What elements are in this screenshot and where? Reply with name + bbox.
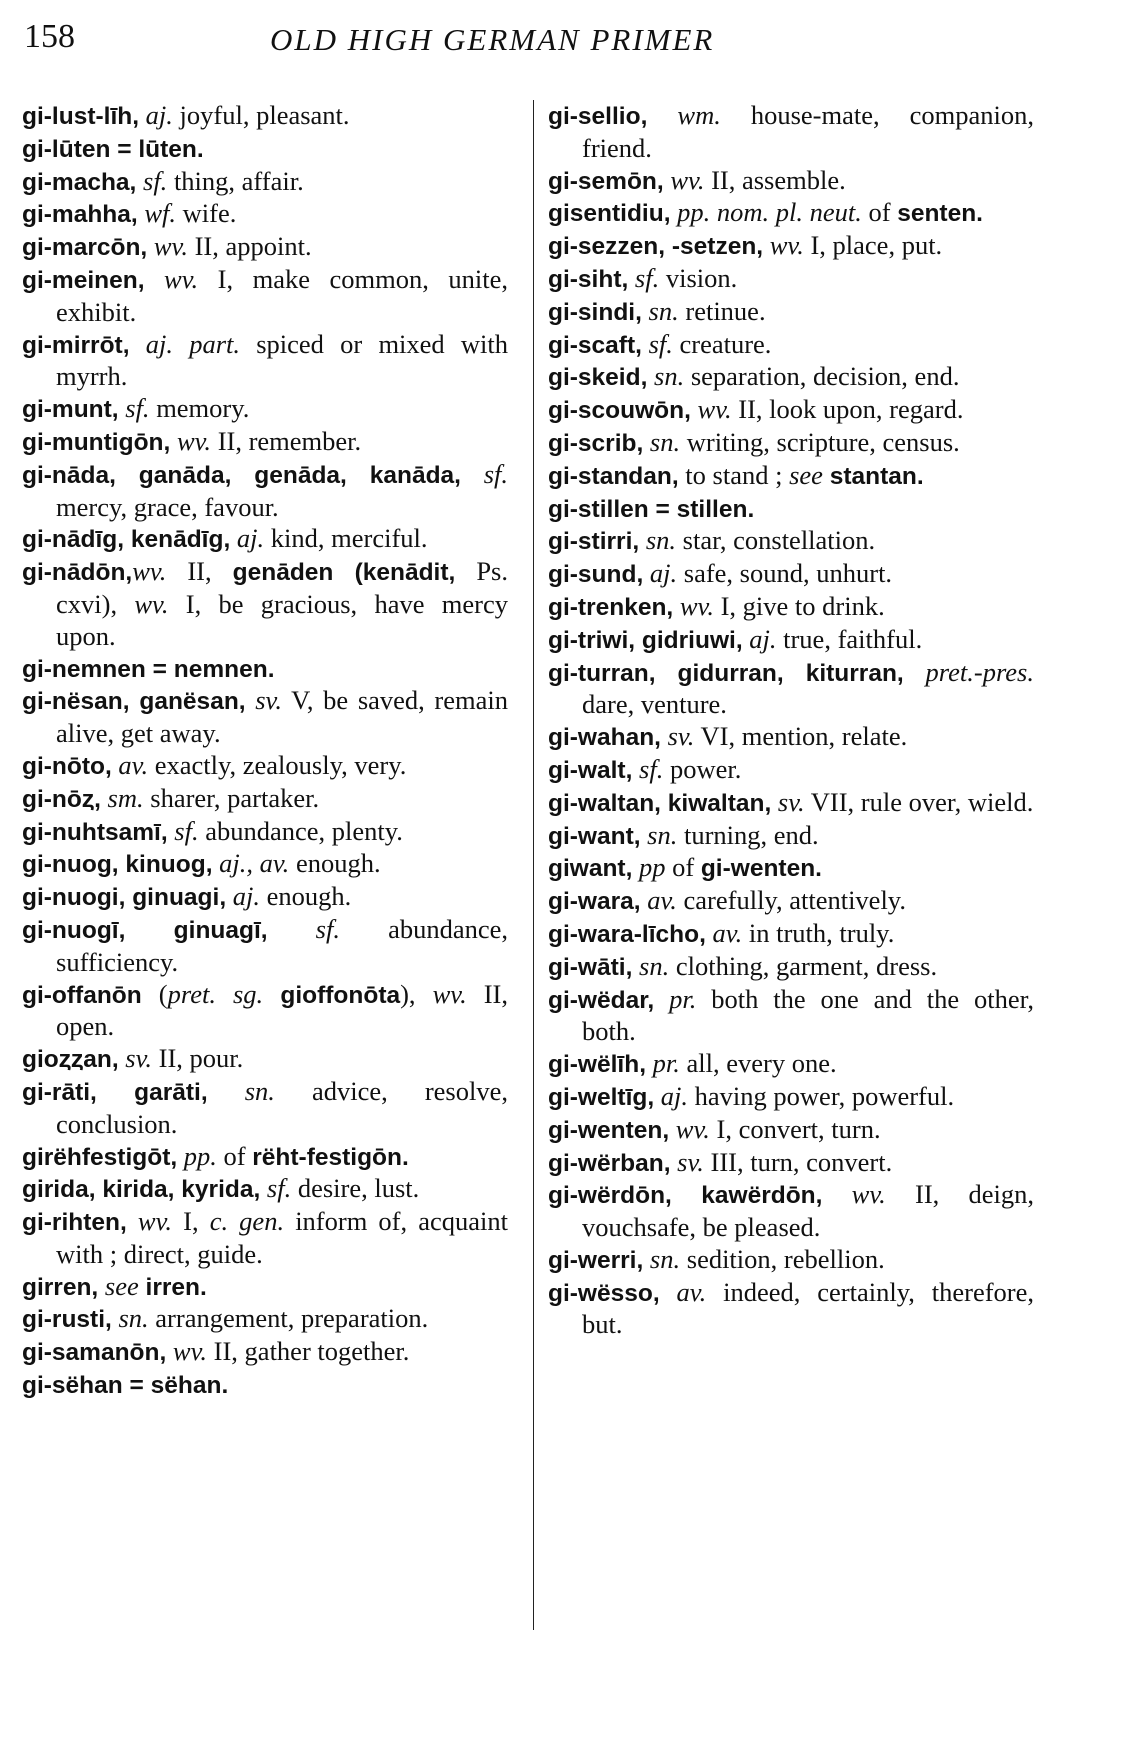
glossary-entry — [22, 1271, 508, 1304]
glossary-entry — [22, 653, 508, 686]
grammar-label: sv. — [245, 685, 282, 716]
headword: gi-mahha, — [22, 201, 138, 229]
glossary-entry — [548, 1244, 1034, 1277]
definition-text: II, open. — [56, 978, 509, 1042]
definition-text: ), — [400, 978, 433, 1009]
headword: gi-stirri, — [548, 528, 640, 556]
glossary-entry — [548, 100, 1034, 165]
grammar-label: sf. — [260, 1173, 292, 1204]
definition-text: true, faithful. — [776, 623, 923, 654]
definition-text: I, give to drink. — [713, 590, 885, 621]
grammar-label: sn. — [632, 950, 670, 981]
glossary-entry — [22, 1303, 508, 1336]
glossary-entry — [548, 361, 1034, 394]
glossary-entry — [22, 848, 508, 881]
headword: girida, kirida, kyrida, — [22, 1176, 261, 1204]
definition-text: II, deign, vouchsafe, be pleased. — [582, 1179, 1034, 1243]
grammar-label: wv. — [673, 590, 714, 621]
grammar-label: sv. — [118, 1043, 152, 1074]
definition-text: sharer, partaker. — [143, 782, 320, 813]
headword: gi-triwi, gidriuwi, — [548, 626, 743, 654]
headword: gi-nemnen = nemnen. — [22, 655, 275, 683]
grammar-label: sf. — [167, 815, 199, 846]
headword: gi-macha, — [22, 168, 137, 196]
definition-text: II, gather together. — [207, 1336, 410, 1367]
headword: gi-waltan, kiwaltan, — [548, 789, 772, 817]
glossary-entry — [548, 918, 1034, 951]
definition-text: to stand ; — [678, 459, 790, 490]
glossary-entry — [22, 393, 508, 426]
grammar-label: aj. — [139, 100, 173, 130]
definition-text: dare, venture. — [582, 689, 727, 720]
glossary-entry — [22, 783, 508, 816]
glossary-entry — [548, 820, 1034, 853]
running-title: OLD HIGH GERMAN PRIMER — [270, 22, 715, 57]
headword: gi-sund, — [548, 561, 644, 589]
definition-text: sedition, rebellion. — [680, 1243, 885, 1274]
grammar-label: see — [98, 1270, 139, 1301]
glossary-entry — [548, 624, 1034, 657]
headword: gi-marcōn, — [22, 234, 148, 262]
grammar-label: wv. — [763, 230, 804, 261]
glossary-entry — [548, 951, 1034, 984]
headword: gi-samanōn, — [22, 1339, 167, 1367]
definition-text: of — [665, 852, 701, 883]
headword: senten. — [897, 200, 983, 228]
grammar-label: sv. — [771, 786, 805, 817]
glossary-entry — [22, 329, 508, 394]
definition-text: I, make common, unite, exhibit. — [56, 263, 508, 327]
glossary-entry — [548, 885, 1034, 918]
definition-text: Ps. cxvi), — [56, 556, 508, 619]
grammar-label: sn. — [111, 1303, 149, 1334]
grammar-label: wv. — [144, 263, 199, 294]
headword: gi-munt, — [22, 396, 119, 424]
definition-text: VI, mention, relate. — [694, 721, 908, 752]
definition-text: creature. — [672, 328, 772, 359]
grammar-label: sf. — [632, 753, 664, 784]
definition-text: enough. — [289, 848, 381, 879]
glossary-entry — [548, 1277, 1034, 1342]
grammar-label: aj. — [643, 558, 678, 589]
grammar-label: sn. — [639, 525, 677, 556]
definition-text: II, look upon, regard. — [731, 394, 964, 425]
definition-text: abundance, plenty. — [198, 815, 403, 846]
headword: rëht-festigōn. — [252, 1143, 409, 1171]
headword: gi-lust-līh, — [22, 103, 140, 130]
headword: gi-wara-līcho, — [548, 920, 706, 948]
glossary-entry — [22, 426, 508, 459]
headword: gi-rāti, garāti, — [22, 1078, 208, 1106]
headword: gi-scaft, — [548, 331, 642, 359]
headword: gi-weltīg, — [548, 1083, 655, 1111]
glossary-entry — [548, 1147, 1034, 1180]
definition-text: separation, decision, end. — [684, 361, 960, 392]
glossary-entry — [548, 165, 1034, 198]
grammar-label: sn. — [647, 361, 685, 392]
grammar-label: c. gen. — [209, 1206, 285, 1237]
glossary-entry — [22, 979, 508, 1044]
headword: gi-wāti, — [548, 953, 633, 981]
glossary-entry — [22, 1173, 508, 1206]
glossary-entry — [548, 263, 1034, 296]
definition-text: power. — [663, 753, 742, 784]
grammar-label: sn. — [643, 1243, 681, 1274]
definition-text: exactly, zealously, very. — [148, 749, 407, 780]
grammar-label: wv. — [669, 1113, 710, 1144]
grammar-label: sv. — [660, 721, 695, 752]
definition-text: of — [216, 1140, 253, 1171]
definition-text: II, pour. — [152, 1043, 244, 1074]
headword: gi-skeid, — [548, 364, 648, 392]
grammar-label: wv. — [690, 394, 732, 425]
headword: gi-scouwōn, — [548, 397, 691, 425]
column-divider — [533, 100, 534, 1630]
headword: gi-want, — [548, 822, 641, 850]
glossary-entry — [548, 852, 1034, 885]
definition-text: indeed, certainly, therefore, but. — [582, 1276, 1034, 1340]
headword: gi-sindi, — [548, 298, 642, 326]
definition-text: II, — [166, 556, 233, 587]
grammar-label: see — [789, 459, 823, 490]
headword: gi-wenten. — [700, 855, 822, 883]
definition-text: clothing, garment, dress. — [669, 950, 938, 981]
glossary-entry — [548, 754, 1034, 787]
glossary-entry — [22, 750, 508, 783]
definition-text: star, constellation. — [676, 525, 876, 556]
headword: gi-meinen, — [22, 266, 145, 294]
headword: gi-scrib, — [548, 429, 644, 457]
glossary-entry — [22, 1206, 508, 1271]
headword: gi-sellio, — [548, 103, 648, 130]
grammar-label: wf. — [137, 198, 177, 229]
definition-text: thing, affair. — [167, 165, 304, 196]
glossary-entry — [22, 556, 508, 652]
headword: gi-wërban, — [548, 1149, 671, 1177]
grammar-label: sf. — [460, 458, 508, 489]
grammar-label: aj. — [226, 881, 260, 912]
grammar-label: wv. — [134, 588, 169, 619]
glossary-entry — [548, 427, 1034, 460]
definition-text: house-mate, companion, friend. — [582, 100, 1034, 163]
grammar-label: wv. — [132, 556, 167, 587]
grammar-label: wv. — [170, 425, 212, 456]
page-number: 158 — [24, 18, 75, 55]
headword: gi-nādōn, — [22, 559, 133, 587]
headword: gi-siht, — [548, 265, 629, 293]
headword: gi-walt, — [548, 756, 633, 784]
headword: gi-wësso, — [548, 1279, 660, 1307]
headword: gi-stillen = stillen. — [548, 495, 755, 523]
headword: girren, — [22, 1273, 99, 1301]
headword: gi-muntigōn, — [22, 428, 171, 456]
grammar-label: av. — [111, 749, 149, 780]
glossary-entry — [548, 493, 1034, 526]
definition-text: ( — [141, 978, 168, 1009]
grammar-label: aj., av. — [212, 848, 290, 879]
definition-text: advice, resolve, conclusion. — [56, 1075, 508, 1139]
glossary-entry — [22, 166, 508, 199]
headword: gi-sëhan = sëhan. — [22, 1372, 229, 1400]
definition-text: VII, rule over, wield. — [804, 786, 1034, 817]
glossary-entry — [22, 133, 508, 166]
glossary-entry — [22, 1141, 508, 1174]
grammar-label: aj. — [654, 1080, 689, 1111]
definition-text: III, turn, convert. — [703, 1146, 893, 1177]
headword: gi-rusti, — [22, 1306, 112, 1334]
definition-text: in truth, truly. — [742, 917, 895, 948]
definition-text: inform of, acquaint with ; direct, guide. — [56, 1206, 508, 1269]
glossary-entry — [22, 1043, 508, 1076]
definition-text: II, remember. — [211, 425, 362, 456]
grammar-label: av. — [705, 917, 743, 948]
glossary-entry — [548, 1114, 1034, 1147]
definition-text: of — [861, 197, 898, 228]
headword: gi-lūten = lūten. — [22, 135, 204, 163]
glossary-entry — [548, 460, 1034, 493]
grammar-label: sn. — [207, 1075, 275, 1106]
headword: gi-nuog, kinuog, — [22, 851, 213, 879]
definition-text: spiced or mixed with myrrh. — [56, 328, 509, 392]
headword: stantan. — [822, 462, 924, 490]
headword: gi-wëlīh, — [548, 1051, 646, 1079]
definition-text: abundance, sufficiency. — [56, 913, 508, 977]
right-column — [548, 100, 1034, 1341]
glossary-entry — [548, 296, 1034, 329]
grammar-label: aj. — [230, 523, 265, 554]
glossary-entry — [22, 231, 508, 264]
glossary-columns — [20, 100, 1105, 1741]
glossary-entry — [548, 1081, 1034, 1114]
headword: gi-turran, gidurran, kiturran, — [548, 659, 904, 687]
glossary-entry — [548, 525, 1034, 558]
grammar-label: sf. — [628, 262, 660, 293]
grammar-label: sf. — [267, 913, 340, 944]
grammar-label: aj. — [742, 623, 777, 654]
grammar-label: pret. sg. — [167, 978, 264, 1009]
grammar-label: wv. — [126, 1206, 173, 1237]
headword: gi-wëdar, — [548, 986, 655, 1014]
grammar-label: wv. — [432, 978, 467, 1009]
headword: gi-wenten, — [548, 1116, 670, 1144]
headword: gi-nësan, ganësan, — [22, 688, 246, 716]
glossary-entry — [548, 984, 1034, 1049]
glossary-entry — [548, 787, 1034, 820]
grammar-label: av. — [659, 1276, 707, 1307]
glossary-entry — [22, 523, 508, 556]
glossary-entry — [22, 816, 508, 849]
grammar-label: pp — [632, 852, 666, 883]
glossary-entry — [22, 914, 508, 979]
definition-text: carefully, attentively. — [676, 885, 906, 916]
headword: gi-werri, — [548, 1246, 644, 1274]
grammar-label: wv. — [166, 1336, 208, 1367]
grammar-label: pp. — [177, 1140, 217, 1171]
grammar-label: av. — [640, 885, 677, 916]
headword: gi-wara, — [548, 888, 641, 916]
definition-text: vision. — [659, 262, 738, 293]
glossary-entry — [22, 264, 508, 329]
grammar-label: pr. — [654, 983, 697, 1014]
left-column — [22, 100, 508, 1402]
grammar-label: pret.-pres. — [903, 656, 1034, 687]
grammar-label: sf. — [136, 165, 168, 196]
glossary-entry — [22, 1076, 508, 1141]
headword: gi-wahan, — [548, 724, 661, 752]
grammar-label: wv. — [147, 231, 188, 262]
page-header — [20, 14, 1101, 62]
definition-text: I, convert, turn. — [709, 1113, 881, 1144]
glossary-entry — [22, 198, 508, 231]
headword: gi-sezzen, -setzen, — [548, 233, 764, 261]
headword: gi-nuhtsamī, — [22, 818, 168, 846]
definition-text: memory. — [149, 393, 250, 424]
glossary-entry — [548, 1048, 1034, 1081]
glossary-entry — [548, 721, 1034, 754]
definition-text: turning, end. — [677, 819, 819, 850]
headword: gioȥȥan, — [22, 1046, 119, 1074]
headword: girëhfestigōt, — [22, 1143, 178, 1171]
grammar-label: sn. — [640, 819, 678, 850]
headword: gi-semōn, — [548, 167, 664, 195]
grammar-label: pp. nom. pl. neut. — [670, 197, 862, 228]
headword: gisentidiu, — [548, 200, 671, 228]
definition-text: joyful, pleasant. — [172, 100, 350, 130]
grammar-label: pr. — [646, 1048, 680, 1079]
grammar-label: wm. — [647, 100, 721, 130]
grammar-label: sv. — [670, 1146, 704, 1177]
definition-text: writing, scripture, census. — [680, 426, 960, 457]
definition-text: I, — [172, 1206, 210, 1237]
headword: gi-nādīg, kenādīg, — [22, 526, 231, 554]
headword: gi-nuogī, ginuagī, — [22, 916, 268, 944]
definition-text: I, be gracious, have mercy upon. — [56, 588, 508, 651]
definition-text: kind, merciful. — [264, 523, 428, 554]
glossary-entry — [22, 100, 508, 133]
headword: gi-offanōn — [22, 981, 142, 1009]
definition-text: both the one and the other, both. — [582, 983, 1034, 1047]
definition-text: V, be saved, remain alive, get away. — [56, 685, 509, 749]
grammar-label: aj. part. — [129, 328, 241, 359]
grammar-label: sf. — [118, 393, 150, 424]
glossary-entry — [548, 591, 1034, 624]
headword: gi-nōȥ, — [22, 785, 101, 813]
headword: genāden (kenādit, — [232, 559, 456, 587]
glossary-entry — [22, 459, 508, 524]
headword: gi-trenken, — [548, 593, 674, 621]
definition-text: wife. — [176, 198, 237, 229]
headword: gi-standan, — [548, 462, 679, 490]
headword: gi-nāda, ganāda, genāda, kanāda, — [22, 461, 461, 489]
definition-text: all, every one. — [679, 1048, 837, 1079]
glossary-entry — [22, 685, 508, 750]
definition-text: having power, powerful. — [688, 1080, 955, 1111]
headword: irren. — [138, 1273, 207, 1301]
glossary-entry — [548, 558, 1034, 591]
headword: gioffonōta — [263, 981, 401, 1009]
headword: gi-wërdōn, kawërdōn, — [548, 1182, 823, 1210]
definition-text: II, appoint. — [187, 231, 312, 262]
grammar-label: sn. — [643, 426, 681, 457]
glossary-entry — [548, 230, 1034, 263]
grammar-label: sf. — [641, 328, 673, 359]
definition-text: I, place, put. — [803, 230, 943, 261]
glossary-entry — [22, 1336, 508, 1369]
definition-text: enough. — [260, 881, 352, 912]
headword: gi-nuogi, ginuagi, — [22, 884, 227, 912]
grammar-label: sm. — [100, 782, 144, 813]
headword: gi-rihten, — [22, 1209, 127, 1237]
definition-text: arrangement, preparation. — [148, 1303, 429, 1334]
grammar-label: wv. — [663, 164, 705, 195]
glossary-entry — [548, 394, 1034, 427]
glossary-entry — [548, 657, 1034, 722]
definition-text: mercy, grace, favour. — [56, 491, 279, 522]
definition-text: safe, sound, unhurt. — [677, 558, 893, 589]
headword: giwant, — [548, 855, 633, 883]
grammar-label: wv. — [822, 1179, 886, 1210]
glossary-entry — [548, 1179, 1034, 1244]
headword: gi-mirrōt, — [22, 331, 130, 359]
definition-text: retinue. — [678, 295, 766, 326]
definition-text: II, assemble. — [704, 164, 846, 195]
glossary-entry — [22, 1369, 508, 1402]
glossary-entry — [548, 329, 1034, 362]
definition-text: desire, lust. — [291, 1173, 420, 1204]
glossary-entry — [548, 197, 1034, 230]
grammar-label: sn. — [641, 295, 679, 326]
glossary-entry — [22, 881, 508, 914]
headword: gi-nōto, — [22, 752, 112, 780]
